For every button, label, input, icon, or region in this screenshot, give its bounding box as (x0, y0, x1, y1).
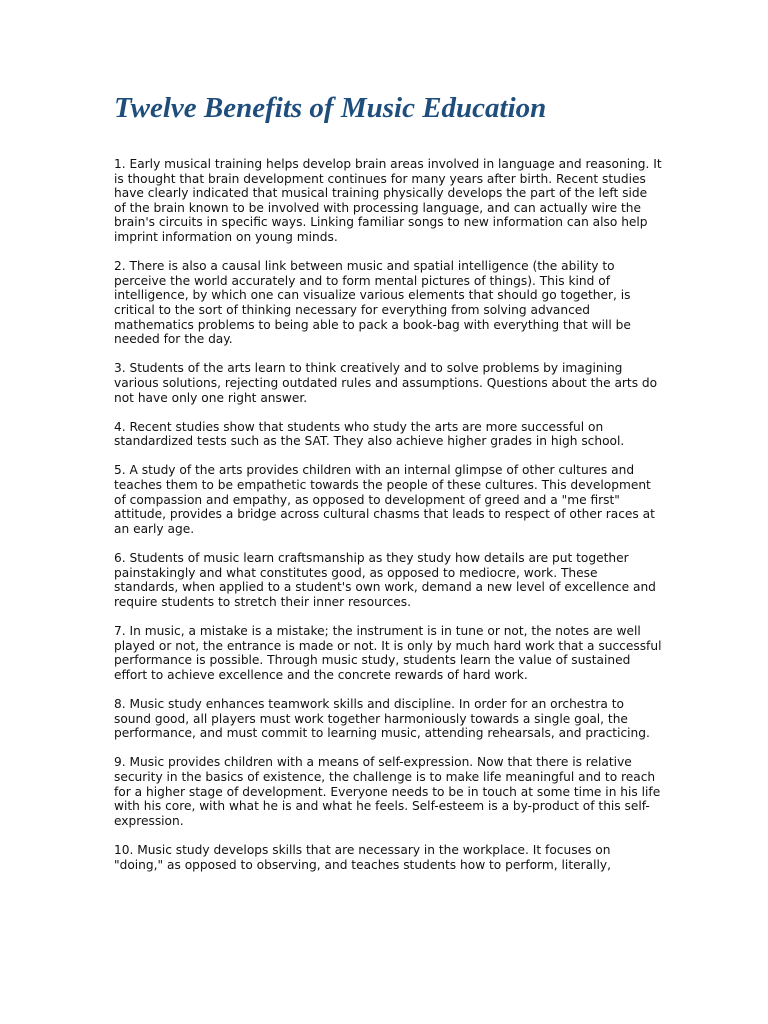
benefit-paragraph-7: 7. In music, a mistake is a mistake; the instrument is in tune or not, the notes are well played or not, the entrance is made or not. It is only by much hard work that a successful performance is possible. Through music study, students learn the value of sustained effort to achieve excellence and the concrete rewards of hard work. (114, 624, 662, 682)
benefit-paragraph-10: 10. Music study develops skills that are necessary in the workplace. It focuses on "doing," as opposed to observing, and teaches students how to perform, literally, (114, 842, 611, 872)
benefit-paragraph-8: 8. Music study enhances teamwork skills and discipline. In order for an orchestra to sound good, all players must work together harmoniously towards a single goal, the performance, and must commit to learning music, attending rehearsals, and practicing. (114, 696, 650, 741)
document-title: Twelve Benefits of Music Education (114, 92, 547, 124)
benefit-paragraph-6: 6. Students of music learn craftsmanship as they study how details are put together painstakingly and what constitutes good, as opposed to mediocre, work. These standards, when applied to a student's own work, demand a new level of excellence and require students to stretch their inner resources. (114, 551, 656, 609)
benefit-paragraph-9: 9. Music provides children with a means of self-expression. Now that there is relative security in the basics of existence, the challenge is to make life meaningful and to reach for a higher stage of development. Everyone needs to be in touch at some time in his life with his core, with what he is and what he feels. Self-esteem is a by-product of this self-expression. (114, 755, 661, 828)
benefit-paragraph-3: 3. Students of the arts learn to think creatively and to solve problems by imagining various solutions, rejecting outdated rules and assumptions. Questions about the arts do not have only one right answer. (114, 361, 658, 405)
benefit-paragraph-4: 4. Recent studies show that students who study the arts are more successful on standardized tests such as the SAT. They also achieve higher grades in high school. (114, 419, 625, 449)
document-body (114, 157, 662, 887)
benefit-paragraph-2: 2. There is also a causal link between music and spatial intelligence (the ability to perceive the world accurately and to form mental pictures of things). This kind of intelligence, by which one can visualize various elements that should go together, is critical to the sort of thinking necessary for everything from solving advanced mathematics problems to being able to pack a book-bag with everything that will be needed for the day. (114, 259, 631, 347)
benefit-paragraph-5: 5. A study of the arts provides children with an internal glimpse of other cultures and teaches them to be empathetic towards the people of these cultures. This development of compassion and empathy, as opposed to development of greed and a "me first" attitude, provides a bridge across cultural chasms that leads to respect of other races at an early age. (114, 463, 655, 536)
benefit-paragraph-1: 1. Early musical training helps develop brain areas involved in language and reasoning. It is thought that brain development continues for many years after birth. Recent studies have clearly indicated that musical training physically develops the part of the left side of the brain known to be involved with processing language, and can actually wire the brain's circuits in specific ways. Linking familiar songs to new information can also help imprint information on young minds. (114, 157, 662, 244)
